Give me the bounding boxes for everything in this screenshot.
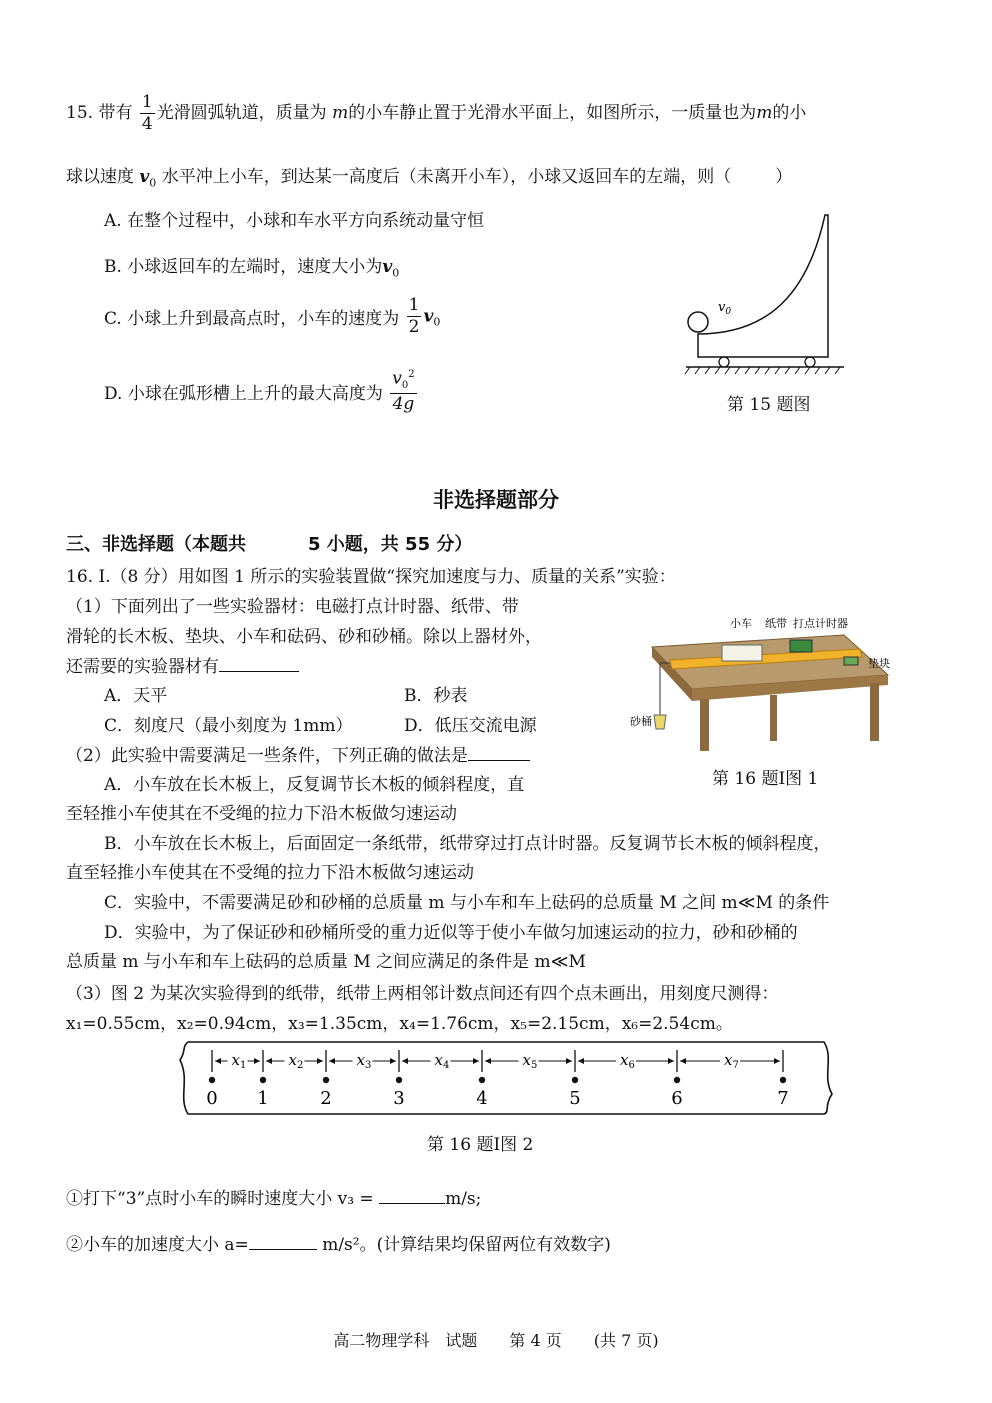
arrowhead bbox=[402, 1058, 408, 1064]
tape-point bbox=[572, 1077, 578, 1083]
segment-label: $x_1$ bbox=[231, 1051, 247, 1071]
section-heading: 非选择题部分 bbox=[433, 488, 559, 512]
q16-p2-option-d2: 总质量 m 与小车和车上砝码的总质量 M 之间应满足的条件是 m≪M bbox=[66, 952, 586, 972]
block-pad bbox=[844, 657, 858, 665]
q16-p2-option-b2: 直至轻推小车使其在不受绳的拉力下沿木板做匀速运动 bbox=[66, 863, 474, 883]
label-timer: 打点计时器 bbox=[793, 617, 848, 630]
q16-p3-line2: x₁=0.55cm，x₂=0.94cm，x₃=1.35cm，x₄=1.76cm，x₅=2.15cm，x₆=2.54cm。 bbox=[66, 1014, 733, 1034]
tape-point-label: 6 bbox=[671, 1088, 683, 1109]
q16-p1-option-b: B．秒表 bbox=[404, 686, 468, 706]
q15-option-d: D. 小球在弧形槽上上升的最大高度为 $\frac{v_0^2}{4g}$ bbox=[104, 368, 415, 415]
arrowhead bbox=[317, 1058, 323, 1064]
q15-figure-caption: 第 15 题图 bbox=[727, 395, 811, 415]
half-fraction: $\frac{1}{2}$ bbox=[408, 295, 420, 337]
label-bucket: 砂桶 bbox=[630, 715, 652, 728]
arrowhead bbox=[390, 1058, 396, 1064]
q16-p1-line1: （1）下面列出了一些实验器材：电磁打点计时器、纸带、带 bbox=[66, 597, 519, 617]
height-fraction: $\frac{v_0^2}{4g}$ bbox=[392, 368, 415, 415]
q16-p1-option-a: A．天平 bbox=[104, 686, 168, 706]
segment-label: $x_2$ bbox=[288, 1051, 304, 1071]
right-wheel bbox=[805, 357, 815, 367]
arrowhead bbox=[774, 1058, 780, 1064]
tape-point bbox=[323, 1077, 329, 1083]
q16-p2-option-d1: D．实验中，为了保证砂和砂桶所受的重力近似等于使小车做匀加速运动的拉力，砂和砂桶的 bbox=[104, 923, 798, 943]
q16-p1-option-c: C．刻度尺（最小刻度为 1mm） bbox=[104, 716, 353, 736]
tape-point bbox=[479, 1077, 485, 1083]
answer-blank-1 bbox=[219, 671, 299, 672]
q15-stem-line1: 15. 带有 $\frac{1}{4}$ 光滑圆弧轨道，质量为 m的小车静止置于光滑水平面上，如图所示，一质量也为m的小 bbox=[66, 92, 807, 134]
tape-point-label: 4 bbox=[476, 1088, 488, 1109]
q16-p2-option-a1: A．小车放在长木板上，反复调节长木板的倾斜程度，直 bbox=[104, 775, 525, 795]
arrowhead bbox=[215, 1058, 221, 1064]
tape-point bbox=[780, 1077, 786, 1083]
tape-point bbox=[260, 1077, 266, 1083]
arrowhead bbox=[680, 1058, 686, 1064]
q16-p2-line1: （2）此实验中需要满足一些条件，下列正确的做法是 bbox=[66, 741, 530, 766]
tape-point-label: 2 bbox=[320, 1088, 332, 1109]
q16-p1-line2: 滑轮的长木板、垫块、小车和砝码、砂和砂桶。除以上器材外， bbox=[66, 627, 542, 647]
q15-option-a: A. 在整个过程中，小球和车水平方向系统动量守恒 bbox=[104, 211, 485, 231]
v0-label: $v_0$ bbox=[718, 300, 732, 317]
q15-number: 15. bbox=[66, 103, 94, 123]
tape-point-label: 7 bbox=[777, 1088, 789, 1109]
answer-blank-v3 bbox=[379, 1203, 445, 1204]
sand-bucket bbox=[654, 715, 666, 729]
q16-p2-option-a2: 至轻推小车使其在不受绳的拉力下沿木板做匀速运动 bbox=[66, 804, 457, 824]
tape-point-label: 5 bbox=[569, 1088, 581, 1109]
q16-p1-line3: 还需要的实验器材有 bbox=[66, 652, 299, 677]
arrowhead bbox=[485, 1058, 491, 1064]
section-title: 三、非选择题（本题共 5 小题，共 55 分） bbox=[66, 534, 473, 555]
q15-stem-line2: 球以速度 $v_0$ 水平冲上小车，到达某一高度后（未离开小车），小球又返回车的左端，则（ ） bbox=[66, 167, 793, 190]
q16-p2-option-b1: B．小车放在长木板上，后面固定一条纸带，纸带穿过打点计时器。反复调节长木板的倾斜程度， bbox=[104, 834, 831, 854]
q15-figure bbox=[680, 212, 850, 382]
tape-point-label: 1 bbox=[257, 1088, 269, 1109]
label-tape: 纸带 bbox=[765, 617, 787, 630]
label-car: 小车 bbox=[730, 617, 752, 630]
cart-track-body bbox=[698, 215, 828, 357]
ball bbox=[688, 312, 708, 332]
arrowhead bbox=[566, 1058, 572, 1064]
tape-point bbox=[674, 1077, 680, 1083]
tape-point bbox=[209, 1077, 215, 1083]
arrowhead bbox=[578, 1058, 584, 1064]
q16-subq-2: ②小车的加速度大小 a= m/s²。(计算结果均保留两位有效数字) bbox=[66, 1235, 611, 1255]
arrowhead bbox=[266, 1058, 272, 1064]
tape-point-label: 3 bbox=[393, 1088, 405, 1109]
arrowhead bbox=[254, 1058, 260, 1064]
q16-figure-2 bbox=[174, 1038, 834, 1118]
arrowhead bbox=[329, 1058, 335, 1064]
q16-figure-1 bbox=[630, 605, 894, 755]
cart bbox=[722, 645, 762, 661]
tape-marks bbox=[206, 1050, 788, 1109]
q16-p3-line1: （3）图 2 为某次实验得到的纸带，纸带上两相邻计数点间还有四个点未画出，用刻度尺测得： bbox=[66, 984, 779, 1004]
q16-p2-option-c: C．实验中，不需要满足砂和砂桶的总质量 m 与小车和车上砝码的总质量 M 之间 m≪M 的条件 bbox=[104, 893, 830, 913]
segment-label: $x_4$ bbox=[434, 1051, 450, 1071]
page-footer: 高二物理学科 试题 第 4 页 (共 7 页) bbox=[333, 1331, 659, 1350]
segment-label: $x_5$ bbox=[522, 1051, 538, 1071]
quarter-fraction: $\frac{1}{4}$ bbox=[141, 92, 153, 134]
q16-figure-1-caption: 第 16 题Ⅰ图 1 bbox=[712, 769, 819, 789]
answer-blank-a bbox=[249, 1249, 317, 1250]
tape-point bbox=[396, 1077, 402, 1083]
arrowhead bbox=[668, 1058, 674, 1064]
timer bbox=[790, 640, 812, 652]
left-wheel bbox=[719, 357, 729, 367]
segment-label: $x_7$ bbox=[724, 1051, 739, 1071]
segment-label: $x_6$ bbox=[620, 1051, 635, 1071]
q16-figure-2-caption: 第 16 题Ⅰ图 2 bbox=[427, 1135, 534, 1155]
arrowhead bbox=[473, 1058, 479, 1064]
segment-label: $x_3$ bbox=[356, 1051, 372, 1071]
q15-option-c: C. 小球上升到最高点时，小车的速度为 $\frac{1}{2}$ $v_0$ bbox=[104, 295, 441, 337]
label-block: 垫块 bbox=[868, 657, 890, 670]
answer-blank-2 bbox=[468, 760, 530, 761]
tape-point-label: 0 bbox=[206, 1088, 218, 1109]
q16-p1-option-d: D．低压交流电源 bbox=[404, 716, 537, 736]
q16-subq-1: ①打下“3”点时小车的瞬时速度大小 v₃ = m/s; bbox=[66, 1189, 482, 1209]
q15-option-b: B. 小球返回车的左端时，速度大小为$v_0$ bbox=[104, 257, 400, 280]
q16-intro: 16. Ⅰ.（8 分）用如图 1 所示的实验装置做“探究加速度与力、质量的关系”实验： bbox=[66, 567, 676, 587]
